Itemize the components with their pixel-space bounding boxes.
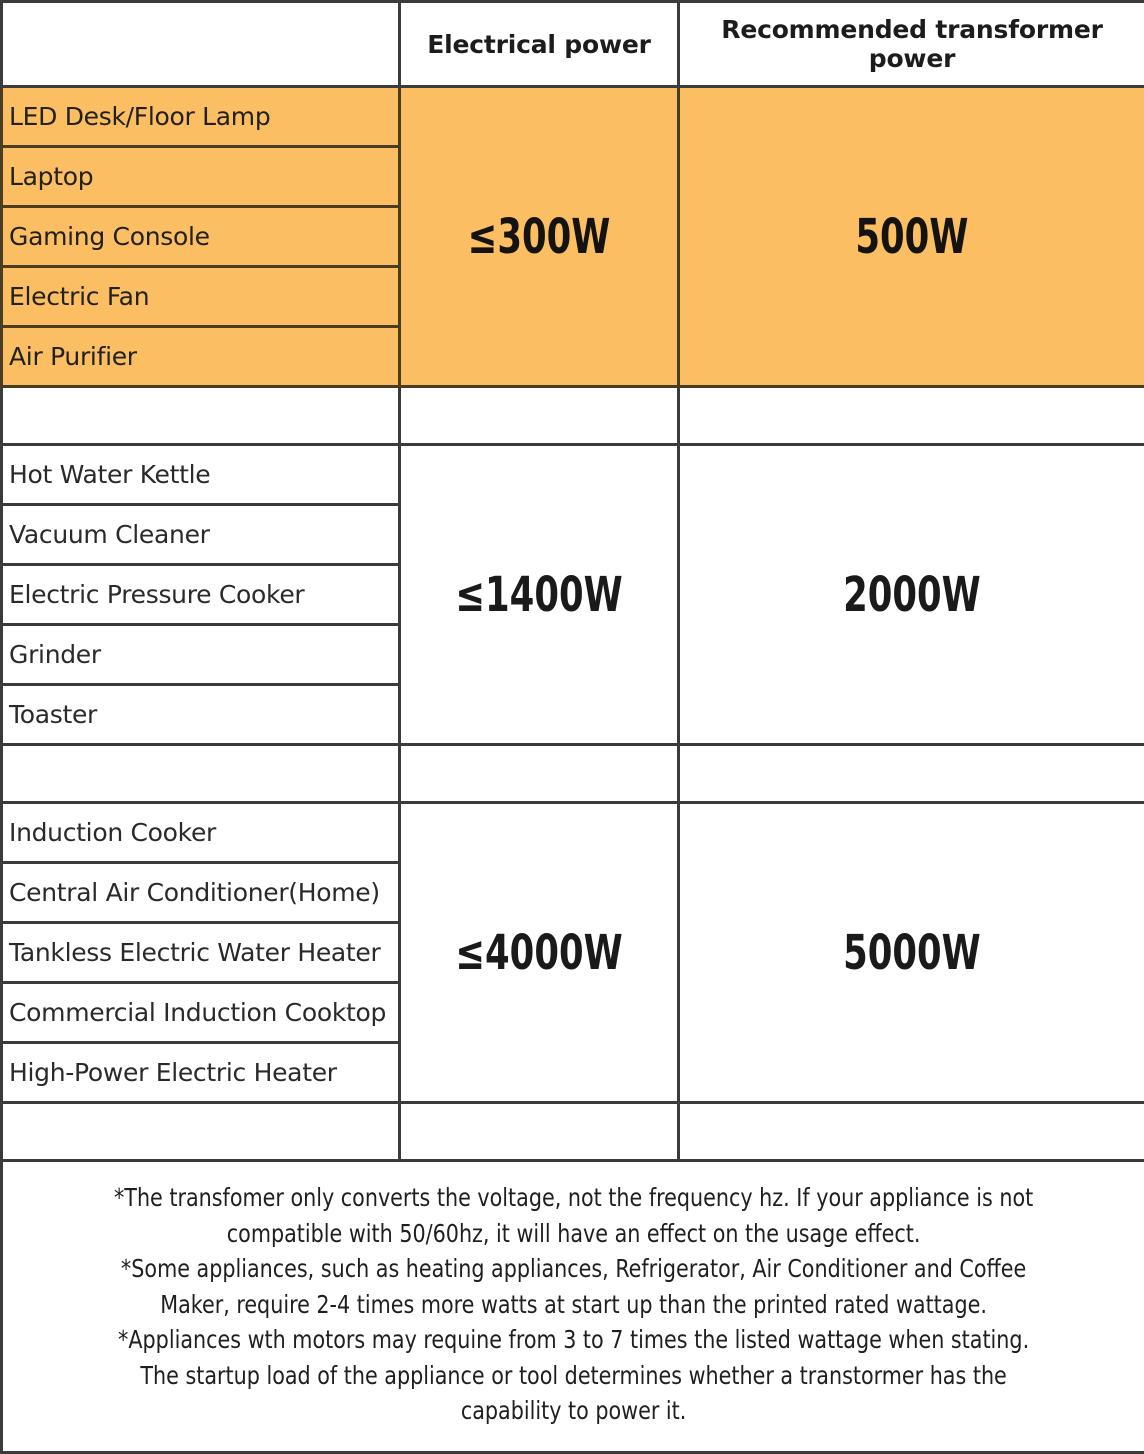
table-row — [2, 87, 1144, 147]
appliance-name-cell: Electric Pressure Cooker — [2, 565, 400, 625]
electrical-power-cell — [400, 803, 679, 1103]
footnote-text-block — [114, 1180, 1033, 1429]
appliance-name-cell: Hot Water Kettle — [2, 445, 400, 505]
appliance-name-cell: High-Power Electric Heater — [2, 1043, 400, 1103]
spacer-cell-trans — [679, 1103, 1144, 1161]
spacer-cell-name — [2, 745, 400, 803]
group-spacer-row — [2, 745, 1144, 803]
header-blank-cell — [2, 2, 400, 87]
appliance-name-cell: Electric Fan — [2, 267, 400, 327]
electrical-power-cell — [400, 87, 679, 387]
transformer-power-cell — [679, 445, 1144, 745]
appliance-name-cell: Induction Cooker — [2, 803, 400, 863]
appliance-name-cell: Toaster — [2, 685, 400, 745]
spacer-cell-elec — [400, 745, 679, 803]
header-transformer-power: Recommended transformer power — [679, 2, 1144, 87]
electrical-power-value: ≤1400W — [455, 567, 622, 623]
footnote-line: capability to power it. — [114, 1393, 1033, 1429]
table-header-row — [2, 2, 1144, 87]
appliance-name-cell: LED Desk/Floor Lamp — [2, 87, 400, 147]
footnote-row — [2, 1161, 1144, 1453]
footnote-line: *The transfomer only converts the voltage, not the frequency hz. If your appliance is not — [114, 1180, 1033, 1216]
footnote-line: *Some appliances, such as heating appliances, Refrigerator, Air Conditioner and Coffee — [114, 1251, 1033, 1287]
table-row — [2, 803, 1144, 863]
electrical-power-value: ≤4000W — [455, 925, 622, 981]
appliance-name-cell: Air Purifier — [2, 327, 400, 387]
spacer-cell-trans — [679, 387, 1144, 445]
footnote-cell — [2, 1161, 1144, 1453]
spacer-cell-name — [2, 387, 400, 445]
group-spacer-row — [2, 387, 1144, 445]
footnote-line: *Appliances wth motors may requine from 3 to 7 times the listed wattage when stating. — [114, 1322, 1033, 1358]
appliance-name-cell: Laptop — [2, 147, 400, 207]
spacer-cell-name — [2, 1103, 400, 1161]
transformer-power-value: 5000W — [843, 925, 981, 981]
footnote-line: The startup load of the appliance or tool determines whether a transtormer has the — [114, 1358, 1033, 1394]
transformer-power-value: 500W — [855, 209, 968, 265]
electrical-power-value: ≤300W — [468, 209, 611, 265]
appliance-name-cell: Commercial Induction Cooktop — [2, 983, 400, 1043]
table-row — [2, 445, 1144, 505]
appliance-name-cell: Grinder — [2, 625, 400, 685]
transformer-power-cell — [679, 87, 1144, 387]
appliance-name-cell: Gaming Console — [2, 207, 400, 267]
spacer-cell-trans — [679, 745, 1144, 803]
transformer-power-value: 2000W — [843, 567, 981, 623]
header-electrical-power: Electrical power — [400, 2, 679, 87]
electrical-power-cell — [400, 445, 679, 745]
footnote-line: compatible with 50/60hz, it will have an effect on the usage effect. — [114, 1216, 1033, 1252]
appliance-name-cell: Central Air Conditioner(Home) — [2, 863, 400, 923]
spacer-cell-elec — [400, 387, 679, 445]
appliance-name-cell: Tankless Electric Water Heater — [2, 923, 400, 983]
appliance-name-cell: Vacuum Cleaner — [2, 505, 400, 565]
footnote-line: Maker, require 2-4 times more watts at start up than the printed rated wattage. — [114, 1287, 1033, 1323]
transformer-power-cell — [679, 803, 1144, 1103]
spacer-cell-elec — [400, 1103, 679, 1161]
group-spacer-row — [2, 1103, 1144, 1161]
